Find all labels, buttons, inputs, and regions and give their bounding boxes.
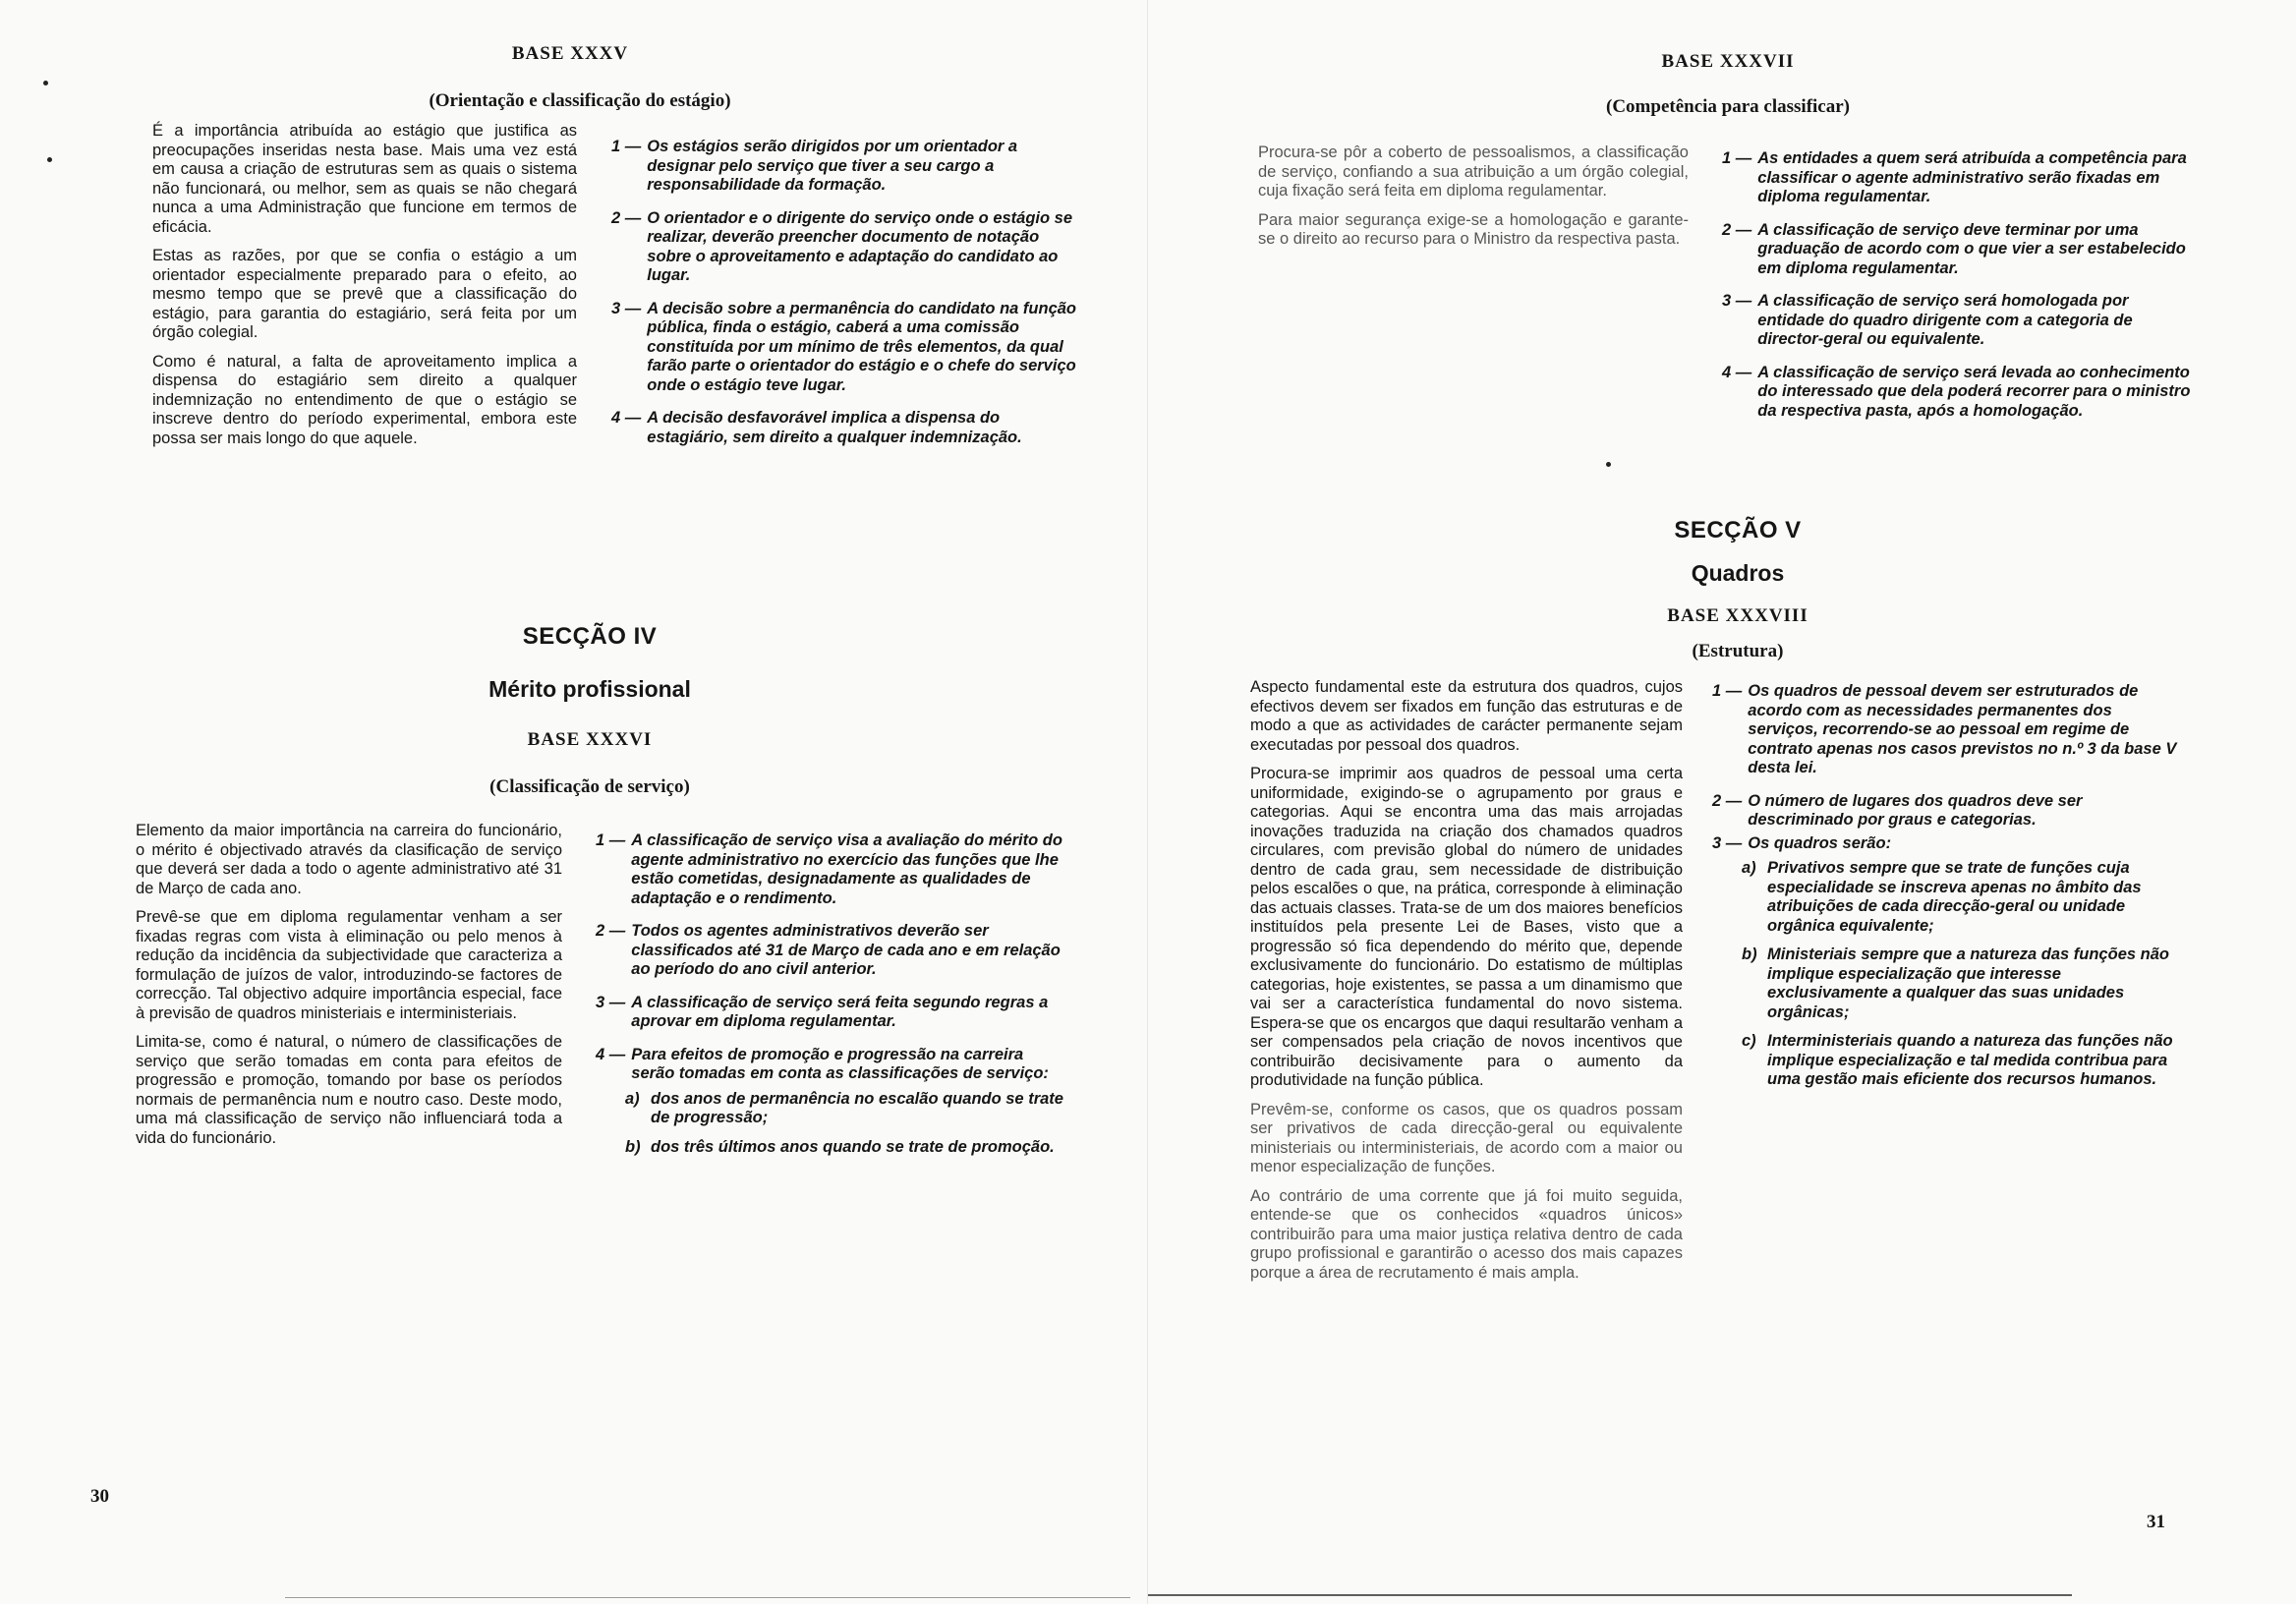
section-4-title: SECÇÃO IV [522, 623, 658, 650]
sub-item-text: Ministeriais sempre que a natureza das funções não implique especialização que interesse exclusivamente a qualquer das suas unidades orgânicas; [1767, 945, 2169, 1021]
base-36-subtitle: (Classificação de serviço) [489, 776, 690, 797]
article-number: 2 — [611, 208, 642, 227]
article [1712, 792, 2184, 831]
article-number: 3 — [1712, 833, 1743, 852]
sub-item-letter: b) [1742, 945, 1757, 963]
base-35-subtitle: (Orientação e classificação do estágio) [429, 90, 731, 111]
intro-paragraph: É a importância atribuída ao estágio que justifica as preocupações inseridas nesta base. Mais uma vez está em causa a criação de estruturas sem as quais o sistema não funcionará, ou melhor, sem as quais se não chegará nunca a uma Administração que funcione em termos de eficácia. [152, 122, 577, 236]
sub-item [1742, 945, 2184, 1022]
article [596, 994, 1067, 1032]
article-number: 1 — [596, 831, 626, 849]
article-text: A classificação de serviço visa a avaliação do mérito do agente administrativo no exercício das funções que lhe estão cometidas, designadamente as qualidades de adaptação e o rendimento. [631, 831, 1062, 907]
sub-item-text: Interministeriais quando a natureza das funções não implique especialização e tal medida contribua para uma gestão mais eficiente dos recursos humanos. [1767, 1032, 2173, 1088]
article [1722, 364, 2196, 422]
article-text: A classificação de serviço será levada ao conhecimento do interessado que dela poderá recorrer para o ministro da respectiva pasta, após a homologação. [1757, 363, 2191, 420]
page-number: 31 [2147, 1512, 2165, 1532]
article-number: 1 — [611, 138, 642, 155]
section-5-subtitle: Quadros [1691, 560, 1785, 586]
sub-item [1742, 859, 2184, 936]
base-37-subtitle: (Competência para classificar) [1606, 96, 1850, 117]
article-text: Para efeitos de promoção e progressão na carreira serão tomadas em conta as classificações de serviço: [631, 1045, 1049, 1082]
article [1722, 149, 2196, 207]
base-38-articles [1712, 682, 2184, 1100]
article [611, 209, 1078, 286]
scan-speck [47, 157, 52, 162]
intro-paragraph: Procura-se imprimir aos quadros de pessoal uma certa uniformidade, exigindo-se o agrupamento por graus e categorias. Aqui se encontra uma das mais arrojadas inovações traduzida na criação dos chamados quadros circulares, com previsão global do número de unidades dentro de cada grau, sem necessidade de distribuição pelos escalões o que, na prática, corresponde à eliminação das actuais classes. Trata-se de um dos maiores benefícios instituídos pela presente Lei de Bases, visto que a progressão só fica dependendo do mérito que, depende exclusivamente do funcionário. Do estatismo de múltiplas categorias, hoje existentes, se passa a um dinamismo que vai ser a característica fundamental do novo sistema. Espera-se que os encargos que daqui resultarão venham a ser compensados pela criação de novos incentivos que contribuirão decisivamente para o aumento da produtividade na função pública. [1250, 765, 1683, 1089]
sub-item [1742, 1032, 2184, 1090]
intro-paragraph: Limita-se, como é natural, o número de classificações de serviço que serão tomadas em conta para efeitos de progressão e promoção, tomando por base os períodos normais de permanência num e noutro caso. Deste modo, uma má classificação de serviço não influenciará toda a vida do funcionário. [136, 1033, 562, 1147]
article-text: A classificação de serviço deve terminar por uma graduação de acordo com o que vier a ser estabelecido em diploma regulamentar. [1757, 220, 2186, 277]
base-37-intro [1258, 143, 1689, 259]
sub-item-letter: a) [1742, 859, 1756, 877]
article [1722, 221, 2196, 279]
right-page [1148, 0, 2296, 1604]
intro-paragraph: Como é natural, a falta de aproveitamento implica a dispensa do estagiário sem direito a qualquer indemnização no entendimento de que o estágio se inscreve dentro do período experimental, embora este possa ser mais longo do que aquele. [152, 352, 577, 447]
intro-paragraph: Ao contrário de uma corrente que já foi muito seguida, entende-se que os conhecidos «quadros únicos» contribuirão para uma maior justiça relativa dentro de cada grupo profissional e garantirão o acesso dos mais capazes porque a área de recrutamento é mais ampla. [1250, 1186, 1683, 1282]
article [611, 138, 1078, 196]
article-number: 1 — [1722, 149, 1752, 167]
intro-paragraph: Procura-se pôr a coberto de pessoalismos, a classificação de serviço, confiando a sua atribuição a um órgão colegial, cuja fixação será feita em diploma regulamentar. [1258, 143, 1689, 200]
intro-paragraph: Elemento da maior importância na carreira do funcionário, o mérito é objectivado através da clasificação de serviço que deverá ser dada a todo o agente administrativo até 31 de Março de cada ano. [136, 822, 562, 897]
sub-item-letter: a) [625, 1089, 640, 1108]
article-number: 2 — [1722, 220, 1752, 239]
base-36-articles [596, 831, 1067, 1167]
article [596, 1046, 1067, 1084]
article-text: A classificação de serviço será feita segundo regras a aprovar em diploma regulamentar. [631, 993, 1049, 1030]
scan-edge-line [285, 1597, 1130, 1598]
article [1722, 292, 2196, 350]
article [611, 300, 1078, 396]
article-number: 4 — [1722, 363, 1752, 381]
article-number: 2 — [1712, 791, 1743, 810]
sub-item [625, 1138, 1067, 1158]
base-35-articles [611, 138, 1078, 461]
article-text: Todos os agentes administrativos deverão ser classificados até 31 de Março de cada ano e em relação ao período do ano civil anterior. [631, 922, 1061, 978]
intro-paragraph: Aspecto fundamental este da estrutura dos quadros, cujos efectivos devem ser fixados em função das estruturas e de modo a que as actividades de carácter permanente sejam executadas por pessoal dos quadros. [1250, 678, 1683, 754]
intro-paragraph: Estas as razões, por que se confia o estágio a um orientador especialmente preparado para o efeito, ao mesmo tempo que se prevê que a classificação do estágio, para garantia do estagiário, será feita por um órgão colegial. [152, 247, 577, 341]
base-37-title: BASE XXXVII [1661, 51, 1795, 72]
article-text: Os quadros serão: [1748, 833, 1892, 852]
base-38-title: BASE XXXVIII [1667, 605, 1808, 626]
sub-item-letter: b) [625, 1137, 641, 1156]
section-5-title: SECÇÃO V [1674, 517, 1802, 544]
article-text: A decisão sobre a permanência do candidato na função pública, finda o estágio, caberá a uma comissão constituída por um mínimo de três elementos, da qual farão parte o orientador do estágio e o chefe do serviço onde o estágio teve lugar. [647, 299, 1077, 394]
article-number: 3 — [611, 299, 642, 317]
article-text: A decisão desfavorável implica a dispensa do estagiário, sem direito a qualquer indemnização. [647, 409, 1022, 446]
article [1712, 682, 2184, 778]
article-number: 3 — [1722, 292, 1752, 310]
article-text: A classificação de serviço será homologada por entidade do quadro dirigente com a categoria de director-geral ou equivalente. [1757, 292, 2133, 348]
base-37-articles [1722, 149, 2196, 434]
article-text: As entidades a quem será atribuída a competência para classificar o agente administrativo serão fixadas em diploma regulamentar. [1757, 149, 2187, 205]
article-text: Os quadros de pessoal devem ser estruturados de acordo com as necessidades permanentes dos serviços, recorrendo-se ao pessoal em regime de contrato apenas nos casos previstos no n.º 3 da base V desta lei. [1748, 682, 2177, 776]
intro-paragraph: Prevê-se que em diploma regulamentar venham a ser fixadas regras com vista à eliminação ou pelo menos à redução da incidência da subjectividade que caracteriza a formulação de juízos de valor, introduzindo-se factores de correcção. Tal objectivo adquire importância especial, face à previsão de quadros ministeriais e interministeriais. [136, 908, 562, 1022]
base-36-intro [136, 822, 562, 1158]
article [596, 831, 1067, 908]
article-text: Os estágios serão dirigidos por um orientador a designar pelo serviço que tiver a seu cargo a responsabilidade da formação. [647, 138, 1018, 194]
article-text: O número de lugares dos quadros deve ser descriminado por graus e categorias. [1748, 791, 2083, 829]
article [1712, 834, 2184, 854]
article-number: 2 — [596, 922, 626, 940]
article [611, 409, 1078, 447]
section-4-subtitle: Mérito profissional [488, 676, 691, 702]
sub-item-text: dos anos de permanência no escalão quando se trate de progressão; [651, 1089, 1063, 1126]
scan-speck [43, 81, 48, 86]
intro-paragraph: Prevêm-se, conforme os casos, que os quadros possam ser privativos de cada direcção-geral ou equivalente ministeriais ou interministeriais, de acordo com a maior ou menor especialização de funções. [1250, 1100, 1683, 1175]
article-number: 1 — [1712, 682, 1743, 700]
article-text: O orientador e o dirigente do serviço onde o estágio se realizar, deverão preencher documento de notação sobre o aproveitamento e adaptação do candidato ao lugar. [647, 208, 1073, 284]
base-38-intro [1250, 678, 1683, 1292]
article-number: 4 — [596, 1045, 626, 1063]
scan-speck [1606, 462, 1611, 467]
sub-item-text: dos três últimos anos quando se trate de promoção. [651, 1137, 1055, 1156]
article-number: 4 — [611, 409, 642, 427]
base-35-title: BASE XXXV [511, 43, 629, 64]
base-35-intro [152, 122, 577, 458]
sub-item-letter: c) [1742, 1032, 1756, 1050]
page-number: 30 [90, 1486, 109, 1507]
intro-paragraph: Para maior segurança exige-se a homologação e garante-se o direito ao recurso para o Ministro da respectiva pasta. [1258, 210, 1689, 248]
sub-item-text: Privativos sempre que se trate de funções cuja especialidade se inscreva apenas no âmbito das atribuições de cada direcção-geral ou unidade orgânica equivalente; [1767, 859, 2142, 935]
base-38-subtitle: (Estrutura) [1692, 641, 1784, 661]
article [596, 922, 1067, 980]
base-36-title: BASE XXXVI [527, 729, 653, 750]
sub-item [625, 1090, 1067, 1128]
article-number: 3 — [596, 993, 626, 1011]
scan-edge-line [1148, 1594, 2072, 1596]
